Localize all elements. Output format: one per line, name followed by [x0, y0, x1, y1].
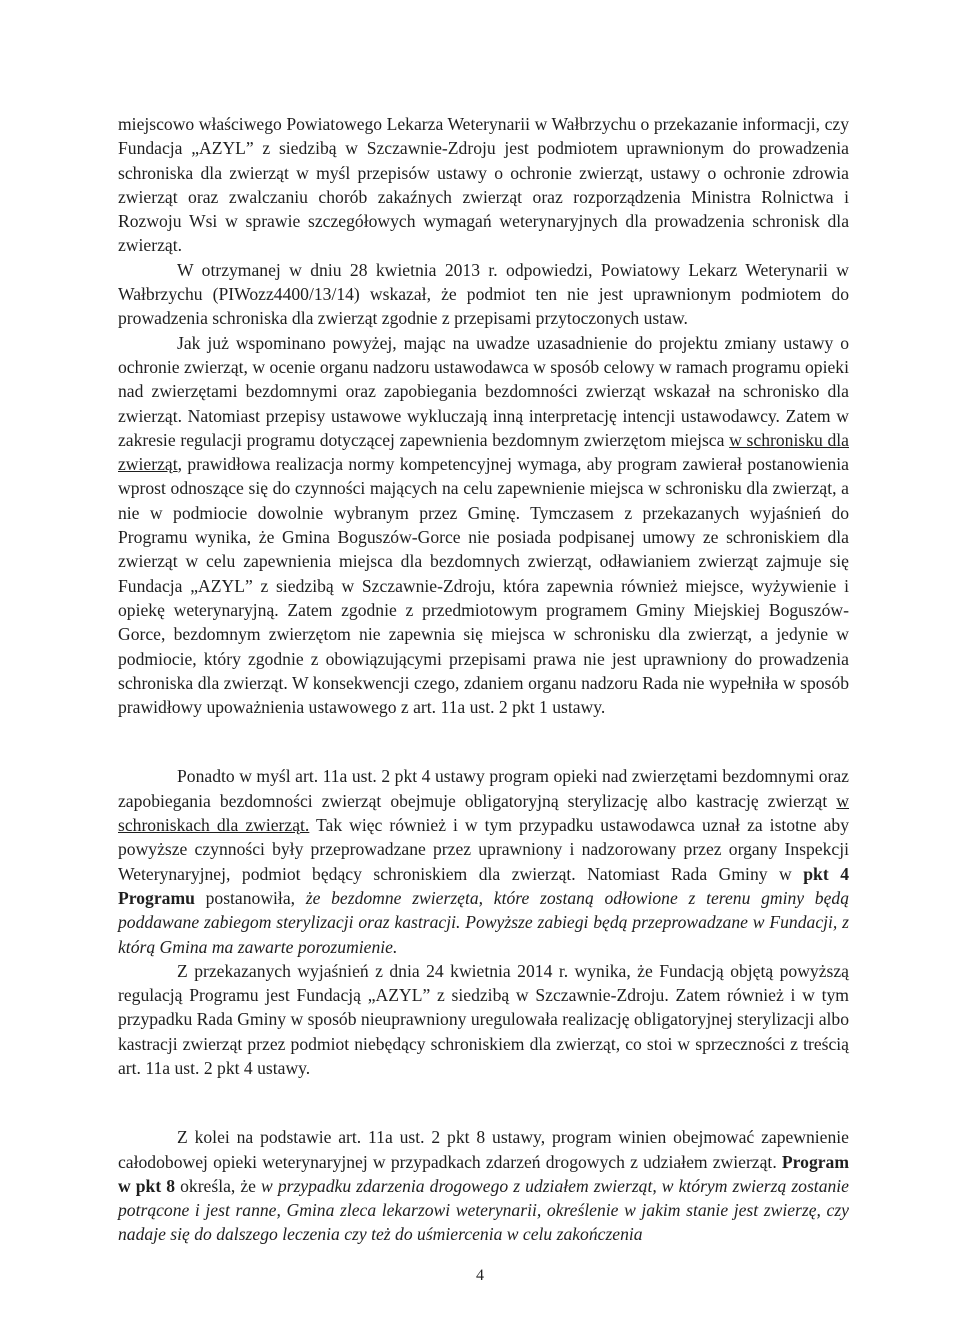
text-run: określa, że [175, 1175, 262, 1196]
underlined-text: w schronisku dla zwierząt [118, 429, 849, 475]
text-run: Z przekazanych wyjaśnień z dnia 24 kwietnia 2014 r. wynika, że Fundacją objętą powyższą regulacją Programu jest Fundacją „AZYL” z siedzibą w Szczawnie-Zdroju. Zatem również i w tym przypadku Rada Gminy w sposób nieuprawniony uregulowała realizację obligatoryjnej sterylizacji albo kastracji zwierząt przez podmiot niebędący schroniskiem dla zwierząt, co stoi w sprzeczności z treścią art. 11a ust. 2 pkt 4 ustawy. [118, 960, 849, 1078]
paragraph-3 [118, 331, 849, 720]
paragraph-2 [118, 258, 849, 331]
text-run: Jak już wspominano powyżej, mając na uwadze uzasadnienie do projektu zmiany ustawy o ochronie zwierząt, w ocenie organu nadzoru ustawodawca w sposób celowy w ramach programu opieki nad zwierzętami bezdomnymi oraz zapobiegania bezdomności zwierząt wskazał na schronisko dla zwierząt. Natomiast przepisy ustawowe wykluczają inną interpretację intencji ustawodawcy. Zatem w zakresie regulacji programu dotyczącej zapewnienia bezdomnym zwierzętom miejsca [118, 332, 849, 450]
italic-text: w przypadku zdarzenia drogowego z udziałem zwierząt, w którym zwierzą zostanie potrącone i jest ranne, Gmina zleca lekarzowi weterynarii, określenie w jakim stanie jest zwierzę, czy nadaje się do dalszego leczenia czy też do uśmiercenia w celu zakończenia [118, 1175, 849, 1245]
underlined-text: w schroniskach dla zwierząt. [118, 790, 849, 836]
text-run: postanowiła, [194, 887, 306, 908]
paragraph-4 [118, 764, 849, 958]
paragraph-6 [118, 1125, 849, 1246]
text-run: W otrzymanej w dniu 28 kwietnia 2013 r. odpowiedzi, Powiatowy Lekarz Weterynarii w Wałbrzychu (PIWozz4400/13/14) wskazał, że podmiot ten nie jest uprawnionym podmiotem do prowadzenia schroniska dla zwierząt zgodnie z przepisami przytoczonych ustaw. [118, 259, 849, 329]
page-number: 4 [476, 1267, 484, 1284]
bold-text: Program w pkt 8 [118, 1151, 849, 1196]
paragraph-1 [118, 112, 849, 258]
text-run: miejscowo właściwego Powiatowego Lekarza Weterynarii w Wałbrzychu o przekazanie informacji, czy Fundacja „AZYL” z siedzibą w Szczawnie-Zdroju jest podmiotem uprawnionym do prowadzenia schroniska dla zwierząt w myśl przepisów ustawy o ochronie zwierząt, ustawy o ochronie zdrowia zwierząt oraz zwalczaniu chorób zakaźnych zwierząt oraz rozporządzenia Ministra Rolnictwa i Rozwoju Wsi w sprawie szczegółowych wymagań weterynaryjnych dla prowadzenia schronisk dla zwierząt. [118, 114, 849, 256]
text-run: , prawidłowa realizacja normy kompetencyjnej wymaga, aby program zawierał postanowienia wprost odnoszące się do czynności mających na celu zapewnienie miejsca w schronisku dla zwierząt, a nie w podmiocie dowolnie wybranym przez Gminę. Tymczasem z przekazanych wyjaśnień do Programu wynika, że Gmina Boguszów-Gorce nie posiada podpisanej umowy ze schroniskiem dla zwierząt w celu zapewnienia miejsca dla bezdomnych zwierząt, odławianiem zwierząt zajmuje się Fundacja „AZYL” z siedzibą w Szczawnie-Zdroju, która zapewnia również miejsce, wyżywienie i opiekę weterynaryjną. Zatem zgodnie z przedmiotowym programem Gminy Miejskiej Boguszów-Gorce, bezdomnym zwierzętom nie zapewnia się miejsca w schronisku dla zwierząt, a jedynie w podmiocie, który zgodnie z obowiązującymi przepisami prawa nie jest uprawniony do prowadzenia schroniska dla zwierząt. W konsekwencji czego, zdaniem organu nadzoru Rada nie wypełniła w sposób prawidłowy upoważnienia ustawowego z art. 11a ust. 2 pkt 1 ustawy. [118, 454, 849, 718]
text-run: Z kolei na podstawie art. 11a ust. 2 pkt 8 ustawy, program winien obejmować zapewnienie całodobowej opieki weterynaryjnej w przypadkach zdarzeń drogowych z udziałem zwierząt. [118, 1127, 849, 1172]
bold-text: pkt 4 Programu [118, 863, 849, 908]
paragraph-5 [118, 959, 849, 1080]
text-run: Tak więc również i w tym przypadku ustawodawca uznał za istotne aby powyższe czynności były przeprowadzane przez uprawniony i nadzorowany przez organy Inspekcji Weterynaryjnej, podmiot będący schroniskiem dla zwierząt. Natomiast Rada Gminy w [118, 815, 849, 884]
italic-text: że bezdomne zwierzęta, które zostaną odłowione z terenu gminy będą poddawane zabiegom sterylizacji oraz kastracji. Powyższe zabiegi będą przeprowadzane w Fundacji, z którą Gmina ma zawarte porozumienie. [118, 887, 849, 957]
text-run: Ponadto w myśl art. 11a ust. 2 pkt 4 ustawy program opieki nad zwierzętami bezdomnymi oraz zapobiegania bezdomności zwierząt obejmuje obligatoryjną sterylizację albo kastrację zwierząt [118, 766, 849, 811]
document-body [118, 112, 849, 1247]
